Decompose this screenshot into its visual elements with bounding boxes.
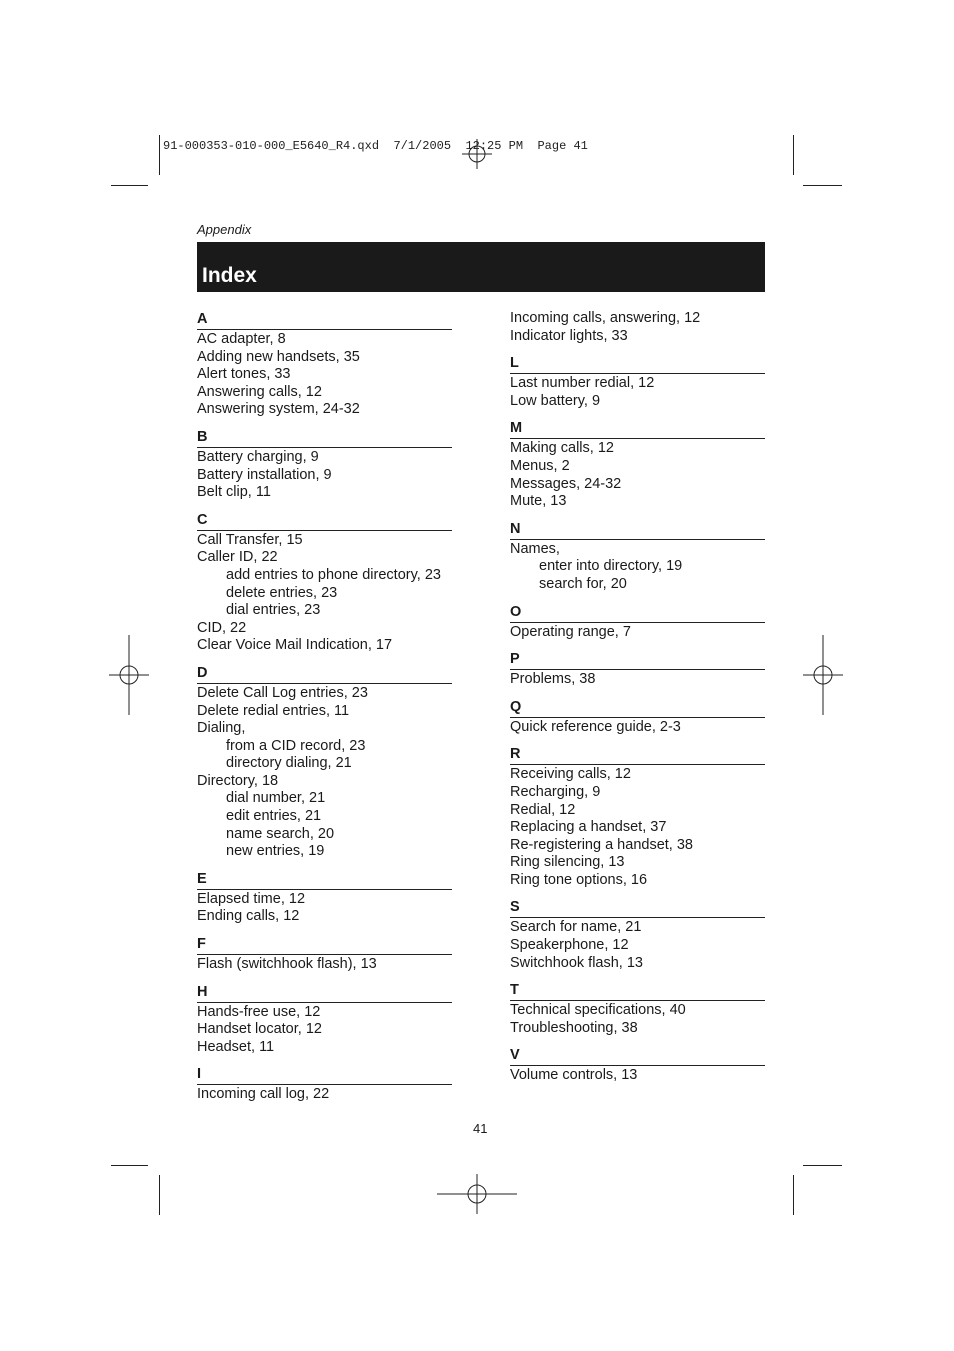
index-group (510, 745, 765, 889)
index-entry: Re-registering a handset, 38 (510, 836, 693, 853)
index-group (510, 650, 765, 689)
index-group (510, 698, 765, 737)
index-subentry: search for, 20 (539, 575, 627, 592)
index-entry: Alert tones, 33 (197, 366, 291, 383)
index-subentry: from a CID record, 23 (226, 737, 366, 754)
crop-mark (159, 1175, 160, 1215)
index-entry: Caller ID, 22 (197, 549, 278, 566)
index-entry: Call Transfer, 15 (197, 531, 303, 548)
index-entry: Elapsed time, 12 (197, 890, 306, 907)
index-entry: Headset, 11 (197, 1038, 275, 1055)
index-entry: Volume controls, 13 (510, 1067, 638, 1084)
index-entry: Quick reference guide, 2-3 (510, 718, 681, 735)
index-entry: Hands-free use, 12 (197, 1003, 321, 1020)
index-entry: Directory, 18 (197, 772, 279, 789)
index-letter-heading: A (197, 310, 452, 330)
index-entry: Delete redial entries, 11 (197, 702, 350, 719)
index-group (510, 1046, 765, 1085)
index-entry: Dialing, (197, 720, 246, 737)
index-entry: Making calls, 12 (510, 440, 614, 457)
index-group (510, 520, 765, 594)
index-letter-heading: T (510, 981, 765, 1001)
index-group (197, 664, 452, 861)
index-entry: Names, (510, 540, 560, 557)
index-entry: Messages, 24-32 (510, 475, 622, 492)
index-subentry: add entries to phone directory, 23 (226, 566, 441, 583)
page-title: Index (202, 264, 257, 287)
index-letter-heading: E (197, 870, 452, 890)
index-group (197, 870, 452, 926)
index-entry: Replacing a handset, 37 (510, 819, 667, 836)
index-group (197, 310, 452, 419)
section-label: Appendix (197, 222, 252, 237)
index-subentry: name search, 20 (226, 825, 335, 842)
index-letter-heading: O (510, 603, 765, 623)
index-entry: Problems, 38 (510, 671, 596, 688)
index-entry: Ring silencing, 13 (510, 854, 625, 871)
index-group (510, 898, 765, 972)
index-entry: Operating range, 7 (510, 623, 631, 640)
index-entry: AC adapter, 8 (197, 331, 286, 347)
index-entry: CID, 22 (197, 619, 247, 636)
index-subentry: directory dialing, 21 (226, 755, 352, 772)
index-entry: Receiving calls, 12 (510, 766, 631, 783)
index-group (510, 419, 765, 510)
index-column-right (510, 310, 765, 1094)
crop-mark (803, 1165, 842, 1166)
crop-mark (793, 135, 794, 175)
index-group (197, 935, 452, 974)
crop-mark (803, 185, 842, 186)
index-group (197, 511, 452, 655)
registration-mark-icon (437, 1156, 517, 1236)
registration-mark-icon (803, 635, 843, 715)
index-entry: Menus, 2 (510, 457, 570, 474)
index-group (510, 603, 765, 642)
index-entry: Battery installation, 9 (197, 466, 332, 483)
index-entry: Speakerphone, 12 (510, 937, 629, 954)
title-bar (197, 242, 765, 292)
index-letter-heading: C (197, 511, 452, 531)
index-letter-heading: F (197, 935, 452, 955)
index-entry: Last number redial, 12 (510, 375, 655, 392)
index-group (510, 981, 765, 1037)
index-letter-heading: P (510, 650, 765, 670)
index-group (510, 354, 765, 410)
index-subentry: enter into directory, 19 (539, 558, 683, 575)
index-subentry: edit entries, 21 (226, 808, 322, 825)
print-slug: 91-000353-010-000_E5640_R4.qxd 7/1/2005 12:25 PM Page 41 (163, 139, 588, 153)
index-entry: Belt clip, 11 (197, 484, 271, 501)
index-group (197, 983, 452, 1057)
registration-mark-icon (109, 635, 149, 715)
index-entry: Battery charging, 9 (197, 448, 319, 465)
index-letter-heading: M (510, 419, 765, 439)
index-entry: Handset locator, 12 (197, 1021, 322, 1038)
index-subentry: dial entries, 23 (226, 602, 321, 619)
index-entry: Ending calls, 12 (197, 908, 300, 925)
index-group (510, 310, 765, 345)
crop-mark (793, 1175, 794, 1215)
index-entry: Search for name, 21 (510, 919, 642, 936)
index-entry: Ring tone options, 16 (510, 871, 648, 888)
index-letter-heading: I (197, 1065, 452, 1085)
index-entry: Mute, 13 (510, 493, 567, 510)
index-entry: Adding new handsets, 35 (197, 348, 360, 365)
index-entry: Troubleshooting, 38 (510, 1019, 638, 1036)
index-entry: Delete Call Log entries, 23 (197, 684, 368, 701)
index-entry: Redial, 12 (510, 801, 576, 818)
index-entry: Incoming call log, 22 (197, 1086, 330, 1103)
index-letter-heading: V (510, 1046, 765, 1066)
index-letter-heading: S (510, 898, 765, 918)
index-letter-heading: R (510, 745, 765, 765)
index-entry: Switchhook flash, 13 (510, 954, 643, 971)
index-subentry: new entries, 19 (226, 843, 325, 860)
index-column-left (197, 310, 452, 1113)
index-entry: Clear Voice Mail Indication, 17 (197, 637, 393, 654)
index-letter-heading: D (197, 664, 452, 684)
index-letter-heading: H (197, 983, 452, 1003)
index-entry: Low battery, 9 (510, 392, 601, 409)
crop-mark (159, 135, 160, 175)
index-entry: Answering system, 24-32 (197, 401, 360, 418)
index-entry: Answering calls, 12 (197, 383, 322, 400)
index-group (197, 428, 452, 502)
index-letter-heading: L (510, 354, 765, 374)
index-entry: Indicator lights, 33 (510, 327, 628, 344)
crop-mark (111, 1165, 148, 1166)
index-group (197, 1065, 452, 1104)
crop-mark (111, 185, 148, 186)
index-entry: Technical specifications, 40 (510, 1002, 686, 1019)
index-subentry: dial number, 21 (226, 790, 326, 807)
index-entry: Incoming calls, answering, 12 (510, 310, 701, 326)
index-letter-heading: Q (510, 698, 765, 718)
index-letter-heading: B (197, 428, 452, 448)
page-number: 41 (473, 1121, 488, 1136)
index-letter-heading: N (510, 520, 765, 540)
index-entry: Recharging, 9 (510, 783, 601, 800)
index-entry: Flash (switchhook flash), 13 (197, 956, 377, 973)
index-subentry: delete entries, 23 (226, 584, 338, 601)
